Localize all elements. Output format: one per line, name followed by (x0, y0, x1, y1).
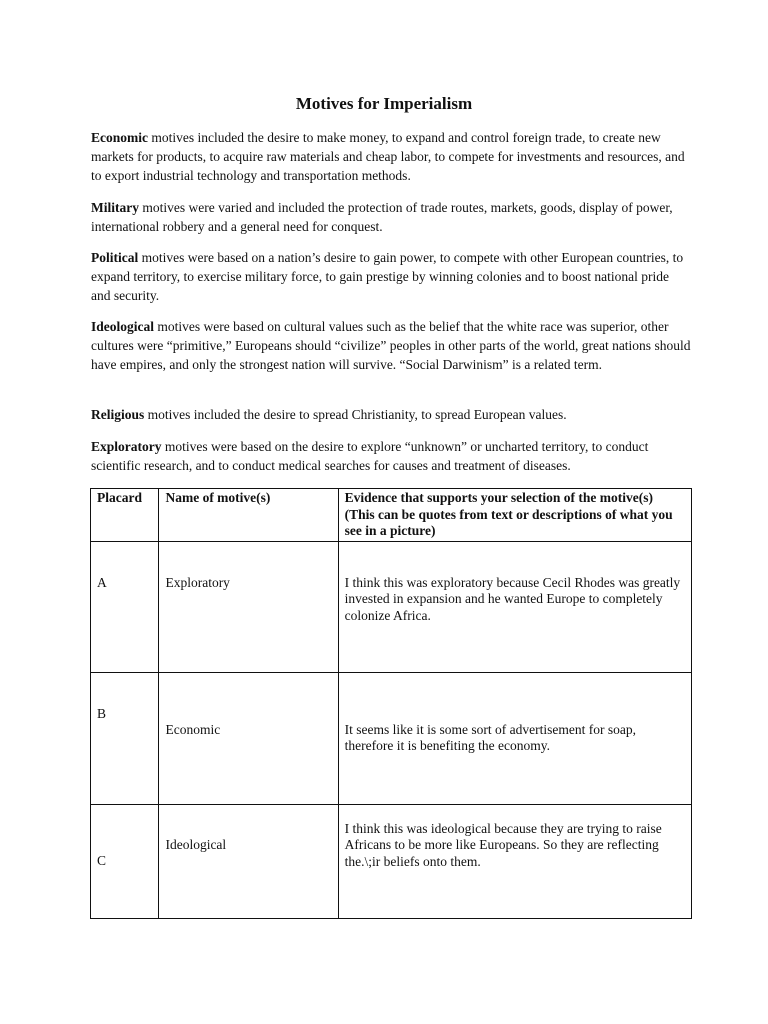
placard-cell (91, 672, 159, 804)
text-political: motives were based on a nation’s desire to gain power, to compete with other European countries, to expand territory, to exercise military force, to gain prestige by winning colonies and to boost national pride and security. (91, 250, 684, 303)
placard-cell (91, 541, 159, 672)
motive-cell (159, 541, 338, 672)
table-header-row (91, 489, 692, 542)
motive-value: Economic (165, 721, 221, 737)
placard-value: C (97, 852, 107, 868)
paragraph-military (91, 198, 691, 236)
text-religious: motives included the desire to spread Christianity, to spread European values. (144, 407, 567, 422)
header-evidence: Evidence that supports your selection of the motive(s) (This can be quotes from text or descriptions of what you see in a picture) (338, 489, 691, 542)
term-economic: Economic (91, 130, 148, 145)
paragraph-exploratory (91, 437, 691, 475)
table-row (91, 672, 692, 804)
text-military: motives were varied and included the protection of trade routes, markets, goods, display of power, international robbery and a general need for conquest. (91, 200, 673, 234)
text-ideological: motives were based on cultural values such as the belief that the white race was superior, other cultures were “primitive,” Europeans should “civilize” peoples in other parts of the world, great nations should have empires, and only the strongest nation will survive. “Social Darwinism” is a related term. (91, 319, 691, 372)
placard-value: A (97, 574, 107, 590)
term-religious: Religious (91, 407, 145, 422)
term-political: Political (91, 250, 139, 265)
motive-cell (159, 672, 338, 804)
motive-value: Exploratory (165, 574, 230, 590)
paragraph-political (91, 248, 691, 305)
paragraph-ideological (91, 317, 691, 374)
motive-cell (159, 804, 338, 918)
header-motive: Name of motive(s) (159, 489, 338, 542)
term-military: Military (91, 200, 139, 215)
text-exploratory: motives were based on the desire to explore “unknown” or uncharted territory, to conduct scientific research, and to conduct medical searches for causes and treatment of diseases. (91, 439, 649, 473)
term-exploratory: Exploratory (91, 439, 162, 454)
evidence-cell (338, 541, 691, 672)
motives-table (90, 488, 692, 919)
term-ideological: Ideological (91, 319, 154, 334)
page-title: Motives for Imperialism (295, 94, 473, 113)
paragraph-economic (91, 128, 691, 185)
evidence-cell (338, 804, 691, 918)
evidence-value: It seems like it is some sort of advertisement for soap, therefore it is benefiting the economy. (344, 721, 636, 753)
placard-value: B (97, 705, 107, 721)
evidence-cell (338, 672, 691, 804)
evidence-value: I think this was ideological because they are trying to raise Africans to be more like Europeans. So they are reflecting the.\;ir beliefs onto them. (344, 820, 662, 869)
text-economic: motives included the desire to make money, to expand and control foreign trade, to create new markets for products, to acquire raw materials and cheap labor, to compete for investments and resources, and to export industrial technology and transportation methods. (91, 130, 685, 183)
table-row (91, 541, 692, 672)
motive-value: Ideological (165, 836, 227, 852)
header-placard: Placard (91, 489, 159, 542)
table-row (91, 804, 692, 918)
paragraph-religious (91, 405, 691, 424)
evidence-value: I think this was exploratory because Cecil Rhodes was greatly invested in expansion and he wanted Europe to completely colonize Africa. (344, 574, 681, 623)
placard-cell (91, 804, 159, 918)
